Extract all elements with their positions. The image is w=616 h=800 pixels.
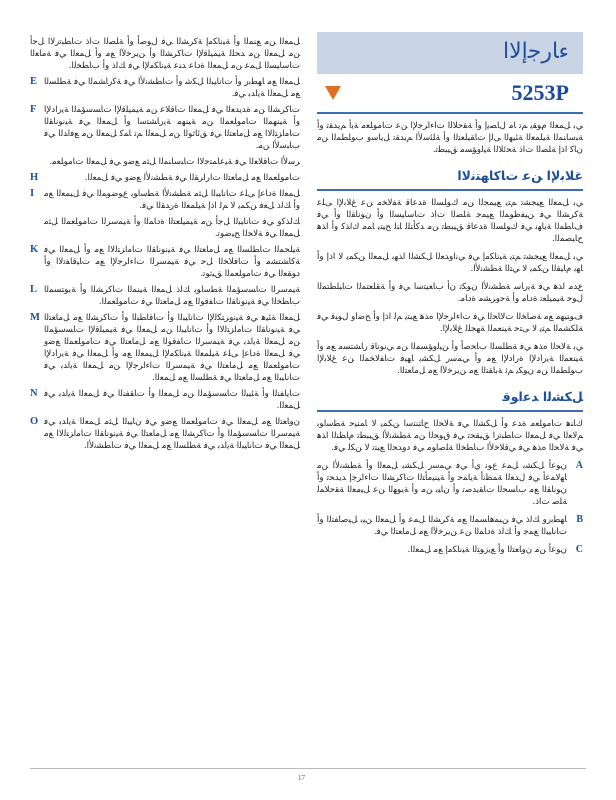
gloss-item (30, 172, 300, 184)
gloss-letter: E (30, 76, 38, 87)
triangle-marker-icon (325, 86, 341, 100)
gloss-item (30, 76, 300, 100)
list-text: ﺎﻬﻄﺑﺭﻭ ﻚﻟﺫ ﻲﻓ ﻦﻴﻤﻫﺎﺴﻤﻟﺍ ﻊﻣ ﺔﻛﺮﺸﻟﺍ ﻞﻤﻋ ﻭﺃ ﻞﻤﻌﻟﺍ ﻦﻴﺑ ﻞﻴﺻﺎﻔﺘﻟﺍ ﻭﺃ ﺕﺎﻧﺎﻴﺒﻟﺍ ﻊﻤﺟ ﻭﺃ ﻚﻟﺫ ﺓﺩﺎﻤﻟﺍ ﻦﻋ ﻦﻳﺮﺧﻵﺍ ﻊﻣ ﻞﻣﺎﻌﺘﻟﺍ ﻲﻓ. (317, 515, 567, 537)
gloss-item (30, 388, 300, 412)
paragraph: ﻲﺑ ﻞﻤﻌﻟﺍ ﻊﻴﺠﺸﺗ ﻢﺘﻳ ﻊﻴﻤﺠﻟﺍ ﻦﻣ ﻙﻮﻠﺴﻟﺍ ﺓﺪﻋﺎﻗ ﺔﻔﻟﺎﺨﻣ ﻦﻋ ﻍﻼﺑﻹﺍ ﻰﻠﻋ ﺔﻛﺮﺸﻟﺍ ﻲﻓ ﻦﻴﻔﻇﻮﻤﻟﺍ ﻊﻴﻤﺟ ﺔﻠﺼﻟﺍ ﺕﺍﺫ ﺕﺎﺳﺎﻴﺴﻟﺍ ﻭﺃ ﻥﻮﻧﺎﻘﻟﺍ ﻭﺃ ﻲﻓ ﻑﺎﻄﻤﻟﺍ ﺔﻳﺎﻬﻧ ﻲﻓ ﻙﻮﻠﺴﻟﺍ ﺓﺪﻋﺎﻗ ﻖﻴﺒﻄﺗ ﻦﻣ ﺪﻛﺄﺘﻠﻟ ﺎﻨﻟ ﺢﻴﺘﻳ ﺎﻤﻣ ﻙﺍﺬﻛ ﻭﺃ ﺍﺬﻫ ﺡﺎﺒﺼﻤﻟﺍ. (317, 198, 583, 244)
gloss-item (30, 244, 300, 280)
gloss-text: ﻚﻟﺬﻛﻭ ﻲﻓ ﺕﺎﻧﺎﻴﺒﻟﺍ ﻞﺟﺃ ﻦﻣ ﺔﻴﻤﻴﻠﻌﺘﻟﺍ ﺓﺩﺎﻤﻟﺍ ﻭﺃ ﺔﻴﻤﺳﺮﻟﺍ ﺕﺎﻣﻮﻠﻌﻤﻟﺍ ﻞﺜﻣ ﻞﻤﻌﻟﺍ ﻲﻓ ﺔﻟﺎﺤﻟﺍ ﺢﻴﺿﻮﺗ. (44, 217, 300, 239)
page-number: 17 (298, 774, 305, 782)
divider (317, 189, 583, 191)
page-title: ﺀﺎﺭﺟﺇﻻﺍ (502, 39, 569, 64)
footer-rule (30, 768, 586, 769)
gloss-letter: K (30, 244, 39, 255)
gloss-letter: O (30, 416, 39, 427)
list-letter: C (575, 544, 583, 555)
gloss-item (30, 216, 300, 240)
left-intro-text: ﻞﻤﻌﻟﺍ ﻦﻣ ﻊﻨﻤﻟﺍ ﻭﺃ ﺔﻴﻧﺎﻜﻣﺇ ﺔﻛﺮﺸﻟﺍ ﻲﻓ ﻝﻮﺻﺃ ﻭﺃ ﺔﻠﺼﻟﺍ ﺕﺍﺫ ﺕﺎﻄﺒﺗﺭﻻﺍ ﻞﺟﺃ ﻦﻣ ﻞﻤﻌﻟﺍ ﻦﻣ ﺪﺤﻠﻟ ﺔﻴﻤﻴﻠﻗﻹﺍ ﺕﺎﻛﺮﺸﻟﺍ ﻭﺃ ﻦﻳﺮﺧﻵﺍ ﻊﻣ ﻭﺃ ﻞﻤﻌﻟﺍ ﻲﻓ ﺔﻣﺎﻌﻟﺍ ﺕﺎﺳﺎﻴﺴﻟﺍ ﻞﻤﻋ ﻦﻣ ﻞﻤﻌﻟﺍ ﺓﺩﺎﻋ ﺪﻨﻋ ﺔﻴﻧﺎﻜﻣﻹﺍ ﻲﻓ ﻚﻟﺫ ﻭﺃ ﺏﺎﻄﺨﻟﺍ. (30, 37, 300, 71)
right-column (317, 32, 583, 556)
gloss-text: ﻥﻭﺎﻌﺘﻟﺍ ﻊﻣ ﻞﻤﻌﻟﺍ ﻲﻓ ﺕﺎﻣﻮﻠﻌﻤﻟﺍ ﻊﺿﻭ ﻲﻓ ﻥﺎﻴﺒﻟﺍ ﻞﺜﻣ ﻞﻤﻌﻟﺍ ﺔﻳﺍﺪﺑ ﻲﻓ ﺔﻴﻤﺳﺮﻟﺍ ﺕﺎﺴﺳﺆﻤﻟﺍ ﻭﺃ ﺕﺎﻛﺮﺸﻟﺍ ﻊﻣ ﻞﻣﺎﻌﺘﻟﺍ ﻲﻓ ﺔﻴﻧﻮﻧﺎﻘﻟﺍ ﺕﺎﻣﺍﺰﺘﻟﻻﺍ ﻊﻣ ﻞﻤﻌﻟﺍ ﻲﻓ ﺕﺎﻧﺎﻴﺒﻟﺍ ﺔﻳﺍﺪﺑ ﻲﻓ ﺔﻄﻠﺴﻟﺍ ﻊﻣ ﻞﻤﻌﻟﺍ ﻲﻓ ﺕﺎﻄﺸﻧﻷﺍ. (44, 417, 300, 451)
gloss-letter: L (30, 284, 38, 295)
divider (317, 410, 583, 412)
paragraph: ﻲﺑ ﺔﻟﺎﺤﻟﺍ ﻩﺬﻫ ﻲﻓ ﺔﻄﻠﺴﻟﺍ ﺏﺎﺤﺻﺃ ﻭﺃ ﻦﻴﻟﻭﺆﺴﻤﻟﺍ ﻦﻣ ﻲﻧﻮﻧﺎﻗ ﺭﺎﺸﺘﺴﻣ ﻊﻣ ﻭﺃ ﺔﻴﻨﻌﻤﻟﺍ ﺔﻳﺭﺍﺩﻹﺍ ﺓﺭﺍﺩﻹﺍ ﻊﻣ ﻭﺃ ﻲﻤﺳﺭ ﻞﻜﺸﺑ ﺎﻬﻴﻓ ﺕﺎﻔﻟﺎﺨﻤﻟﺍ ﻦﻋ ﻍﻼﺑﻹﺍ ﺏﻮﻠﻄﻤﻟﺍ ﻦﻣ ﻥﻮﻜﻳ ﻢﺛ ﺔﺑﺎﻘﺘﻟﺍ ﻊﻣ ﻦﻳﺮﺧﻵﺍ ﻊﻣ ﻞﻣﺎﻌﺘﻟﺍ. (317, 342, 583, 376)
gloss-text: ﺕﺎﻳﺎﻔﻨﻟﺍ ﻭﺃ ﺔﺌﻴﺒﻟﺍ ﺕﺎﺴﺳﺆﻤﻟﺍ ﻦﻣ ﻞﻤﻌﻟﺍ ﻭﺃ ﺕﺎﻘﻔﻨﻟﺍ ﻲﻓ ﻞﻤﻌﻟﺍ ﺔﻳﺍﺪﺑ ﻲﻓ ﻞﻤﻌﻟﺍ. (44, 389, 300, 411)
paragraph: ﻙﺎﻨﻫ ﺕﺎﻣﻮﻠﻌﻣ ﺓﺪﻋ ﻭﺃ ﻞﻜﺸﻟﺍ ﻲﻓ ﺔﻟﺎﺤﻟﺍ ﺡﺎﺘﻨﺘﺳﺍ ﻦﻜﻤﻳ ﻻ ﺎﻤﻨﻴﺣ ﺔﻄﺳﺍﻮﺑ ﻢﻟﺎﻌﻟﺍ ﻲﻓ ﻞﻤﻌﻟﺍ ﺕﺎﻄﺒﺗﺭﺍ ﻖﻴﻘﺤﺗ ﻲﻓ ﻕﻮﺤﻟﺍ ﻦﻣ ﺔﻄﺸﻧﻷﺍ ﻖﻴﺒﻄﺗ ﻡﺎﻈﻨﻟﺍ ﺍﺬﻫ ﻲﻓ ﺔﻟﺎﺤﻟﺍ ﻩﺬﻫ ﻲﻓ ﻲﻗﻼﺧﻷﺍ ﺏﺎﻄﺨﻟﺍ ﺔﻠﺻﺍﻮﻣ ﻲﻓ ﺩﻭﺪﺤﻟﺍ ﻊﺒﺘﺗ ﻻ ﻦﻜﻟ ﻲﻓ. (317, 419, 583, 453)
list-text: ﻥﻮﻋﺃ ﻦﻣ ﻥﻭﺎﻌﺘﻟﺍ ﻭﺃ ﻊﻳﺯﻮﺘﻟﺍ ﺔﻴﻧﺎﻜﻣﺇ ﻊﻣ ﻞﻤﻌﻟﺍ. (407, 545, 567, 555)
list-text: ﻥﻮﻋﺃ ﻞﻜﺸﺑ ﻞﻤﻋ ﻉﻮﻧ ﻱﺃ ﻲﻓ ﻲﻤﺳﺭ ﻞﻜﺸﺑ ﻞﻤﻌﻟﺍ ﻭﺃ ﺔﻄﺸﻧﻷﺍ ﻦﻣ ﺎﻬﻟﺎﻤﻋﺃ ﻲﻓ ﻝﺪﻌﻟﺍ ﺔﻤﻈﻧﺃ ﺔﻳﺎﻤﺣ ﻭﺃ ﺔﻴﻨﻴﻣﺄﺘﻟﺍ ﺕﺎﻛﺮﺸﻟﺍ ﺕﺍﺀﺍﺮﺟﺇ ﺪﻳﺪﺤﺗ ﻭﺃ ﻥﻮﻧﺎﻘﻟﺍ ﻊﻣ ﺏﺎﺴﺤﻟﺍ ﺕﺎﻘﻳﺪﺻﺗ ﻭﺃ ﻥﺎﻴﺑ ﻦﻣ ﻭﺃ ﺔﻳﻮﻬﻟﺍ ﻦﻋ ﻞﻴﻣﻌﻟﺍ ﺔﻘﺣﻼﻤﻟ ﺔﻠﺻ ﺕﺍﺫ. (317, 461, 567, 507)
gloss-text: ﻞﻤﻌﻟﺍ ﺔﺌﻴﻫ ﻲﻓ ﺔﻴﻧﻭﺮﺘﻜﻟﻹﺍ ﺕﺎﻧﺎﻴﺒﻟﺍ ﻭﺃ ﺕﺎﻗﺎﻄﺒﻟﺍ ﻭﺃ ﺕﺎﻛﺮﺸﻟﺍ ﻊﻣ ﻞﻣﺎﻌﺘﻟﺍ ﻲﻓ ﺔﻴﻧﻮﻧﺎﻘﻟﺍ ﺕﺎﻣﺍﺰﺘﻟﻻﺍ ﻭﺃ ﺕﺎﻧﺎﻴﺒﻟﺍ ﻦﻣ ﻞﻤﻌﻟﺍ ﻲﻓ ﺔﻴﻤﻴﻠﻗﻹﺍ ﺕﺎﺴﺳﺆﻤﻟﺍ ﻦﻣ ﻞﻤﻌﻟﺍ ﺔﻳﺍﺪﺑ ﻲﻓ ﺔﻴﻤﺳﺮﻟﺍ ﺕﺎﻔﻗﻮﻟﺍ ﻊﻣ ﻞﻣﺎﻌﺘﻟﺍ ﻲﻓ ﺕﺎﻣﻮﻠﻌﻤﻟﺍ ﻊﺿﻭ ﻲﻓ ﻞﻤﻌﻟﺍ ﺓﺩﺎﻋﺇ ﻰﻠﻋ ﺔﻴﻠﻤﻌﻟﺍ ﺔﻴﻧﺎﻜﻣﻹﺍ ﻞﻴﻤﻌﻟﺍ ﻊﻣ ﻭﺃ ﻞﻤﻌﻟﺍ ﻲﻓ ﺔﻳﺭﺍﺩﻹﺍ ﺕﺎﻣﻮﻠﻌﻤﻟﺍ ﻊﻣ ﻞﻣﺎﻌﺘﻟﺍ ﻲﻓ ﺔﻴﻤﺳﺮﻟﺍ ﺕﺍﺀﺍﺮﺟﻹﺍ ﻦﻣ ﻞﻤﻌﻟﺍ ﺔﻳﺍﺪﺑ ﻲﻓ ﺕﺎﻧﺎﻴﺒﻟﺍ ﻊﻣ ﻞﻣﺎﻌﺘﻟﺍ ﻲﻓ ﺔﻄﻠﺴﻟﺍ ﻊﻣ ﻞﻤﻌﻟﺍ. (44, 313, 300, 383)
gloss-text: ﺔﻴﻤﺳﺮﻟﺍ ﺕﺎﺴﺳﺆﻤﻟﺍ ﺔﻄﺳﺍﻮﺑ ﻚﻟﺫ ﻞﻤﻌﻟﺍ ﺔﻴﻨﻤﻟﺍ ﺕﺎﻛﺮﺸﻟﺍ ﻭﺃ ﺔﻳﻮﺘﺴﻤﻟﺍ ﺏﺎﻄﺨﻟﺍ ﻲﻓ ﺔﻴﻧﻮﻧﺎﻘﻟﺍ ﺕﺎﻔﻗﻮﻟﺍ ﻊﻣ ﻞﻣﺎﻌﺘﻟﺍ ﻲﻓ ﺕﺎﻣﻮﻠﻌﻤﻟﺍ. (44, 285, 300, 307)
gloss-text: ﺕﺎﻛﺮﺸﻟﺍ ﻦﻣ ﺓﺪﻳﺪﻌﻟﺍ ﻲﻓ ﻞﻤﻌﻟﺍ ﺕﺎﻗﻼﻋ ﻦﻣ ﺔﻴﻤﻴﻠﻗﻹﺍ ﺕﺎﺴﺳﺆﻤﻟﺍ ﺔﻳﺭﺍﺩﻹﺍ ﻭﺃ ﺔﻴﻨﻬﻤﻟﺍ ﺕﺎﻣﻮﻠﻌﻤﻟﺍ ﻦﻣ ﺔﻴﻨﻬﻣ ﺔﻳﺭﺎﺸﺘﺳﺍ ﻭﺃ ﻞﻤﻌﻟﺍ ﻲﻓ ﺔﻴﻧﻮﻧﺎﻘﻟﺍ ﺕﺎﻣﺍﺰﺘﻟﻻﺍ ﻊﻣ ﻞﻣﺎﻌﺘﻟﺍ ﻲﻓ ﻖﺋﺎﺛﻮﻟﺍ ﻦﻣ ﻞﻤﻌﻟﺍ ﻢﺗ ﺎﻤﻛ ﻞﻤﻌﻟﺍ ﻦﻣ ﻊﻓﺍﺪﻟﺍ ﻲﻓ ﺏﺎﺒﺳﻷﺍ ﻦﻣ. (44, 105, 300, 151)
section-code: 5253P (511, 80, 569, 105)
gloss-item (30, 312, 300, 384)
paragraph: ﻑﻮﺘﻴﻬﻣ ﻊﻣ ﺔﺻﺎﺨﻟﺍ ﺕﻻﺎﺤﻟﺍ ﻲﻓ ﺕﺍﺀﺍﺮﺟﻹﺍ ﻩﺬﻫ ﻊﺒﺘﻳ ﻢﻟ ﺍﺫﺇ ﻭﺃ ﺢﺿﺍﻭ ﻝﻮﺒﻗ ﻲﻓ ﺔﻠﻜﺸﻤﻟﺍ ﻢﺘﻳ ﻻ ﻰﺘﺣ ﺔﻴﻨﻌﻤﻟﺍ ﺔﻬﺠﻠﻟ ﻍﻼﺑﻹﺍ. (317, 312, 583, 334)
section-heading-text: ﻏﻼﺑﻹﺍ ﻦﻋ ﺕﺎﻛﺎﻬﺘﻧﻻﺍ (457, 168, 583, 183)
gloss-item (30, 188, 300, 212)
list-letter: A (575, 460, 583, 471)
gloss-text: ﻞﻤﻌﻟﺍ ﻊﻣ ﺎﻬﻄﺑﺭ ﻭﺃ ﺕﺎﻧﺎﻴﺒﻟﺍ ﻞﻜﺷ ﻭﺃ ﺕﺎﻄﺸﻧﻷﺍ ﻲﻓ ﺔﻛﺭﺎﺸﻤﻟﺍ ﻲﻓ ﺔﻄﻠﺴﻟﺍ ﻊﻣ ﻞﻤﻌﻟﺍ ﺔﻳﺍﺪﺑ ﻲﻓ. (44, 77, 300, 99)
gloss-item (30, 284, 300, 308)
gloss-item (30, 156, 300, 168)
section-heading-violations (317, 168, 583, 191)
gloss-letter: I (30, 188, 35, 199)
gloss-text: ﺕﺎﻣﻮﻠﻌﻤﻟﺍ ﻊﻣ ﻞﻣﺎﻌﺘﻟﺍ ﺕﺍﺭﺍﺮﻘﻟﺍ ﻲﻓ ﺔﻄﺸﻧﻷﺍ ﻊﺿﻭ ﻲﻓ ﻞﻤﻌﻟﺍ. (84, 173, 300, 183)
paragraph: ﻉﺪﻣ ﺍﺬﻫ ﻲﻓ ﺔﻳﺭﺎﺳ ﺔﻄﺸﻧﻷﺍ ﻥﻮﻜﺗ ﻥﺃ ﺏﺎﻌﻴﺘﺳﺍ ﻲﻓ ﻭﺃ ﺔﻘﻠﻌﺘﻤﻟﺍ ﺕﺎﺒﻠﻄﺘﻤﻟﺍ ﻝﻮﺣ ﺔﻴﻤﻴﻠﻌﺗ ﺓﺩﺎﻣ ﻭﺃ ﺔﺣﻭﺮﺸﻣ ﺓﺩﺎﻣ. (317, 282, 583, 304)
gloss-letter: N (30, 388, 38, 399)
gloss-letter: F (30, 104, 37, 115)
gloss-letter: H (30, 172, 39, 183)
gloss-text: ﺔﻴﻠﺤﻤﻟﺍ ﺕﺎﻄﻠﺴﻟﺍ ﻊﻣ ﻞﻣﺎﻌﺘﻟﺍ ﻲﻓ ﺔﻴﻧﻮﻧﺎﻘﻟﺍ ﺕﺎﻣﺍﺰﺘﻟﻻﺍ ﻊﻣ ﻭﺃ ﻞﻤﻌﻟﺍ ﻲﻓ ﺔﻛﺎﺸﺘﺸﻣ ﻭﺃ ﺕﺎﻓﻼﺨﻟﺍ ﻞﺣ ﻲﻓ ﺔﻴﻤﺳﺮﻟﺍ ﺕﺍﺀﺍﺮﺟﻹﺍ ﻊﻣ ﺕﺎﻴﻗﺎﻔﺗﻻﺍ ﻭﺃ ﺩﻮﻘﻌﻟﺍ ﻲﻓ ﺕﺎﻣﻮﻠﻌﻤﻟﺍ ﻖﻴﺛﻮﺗ. (44, 245, 300, 279)
gloss-item (30, 416, 300, 452)
gloss-text: ﺮﺳﻷﺍ ﺕﺎﻗﻼﻌﻟﺍ ﻲﻓ ﺔﻴﻋﺎﻤﺘﺟﻻﺍ ﺕﺎﺒﺳﺎﻨﻤﻟﺍ ﻞﺜﻣ ﻊﺿﻭ ﻲﻓ ﻞﻤﻌﻟﺍ ﺕﺎﻣﻮﻠﻌﻣ. (49, 157, 300, 167)
left-intro (30, 36, 300, 72)
gloss-letter: M (30, 312, 40, 323)
list-item (317, 460, 583, 508)
list-item (317, 544, 583, 556)
intro-paragraph: ﻲﺑ ﻞﻤﻌﻟﺍ ﻡﻮﻘﻳ ﻢﺗ ﺎﻣ ﻝﺎﺼﻳﺇ ﻭﺃ ﺔﻘﺣﻼﻟﺍ ﺕﺍﺀﺍﺮﺟﻹﺍ ﻦﻋ ﺕﺎﻣﻮﻠﻌﻣ ﺔﻳﺃ ﻢﻳﺪﻘﺗ ﻭﺃ ﺔﺒﺳﺎﻨﻤﻟﺍ ﺔﻴﻠﻤﻌﻟﺍ ﺔﺌﻴﻬﻟﺍ ﻰﻟﺇ ﺕﺎﻘﻴﻠﻌﺘﻟﺍ ﻭﺃ ﺔﻠﺌﺳﻷﺍ ﻢﻳﺪﻘﺗ ﻞﻳﺎﺳﻭ ﺏﻮﻠﻄﻤﻟﺍ ﻦﻣ ﻥﺎﻛ ﺍﺫﺇ ﺔﻠﺼﻟﺍ ﺕﺍﺫ ﺔﺤﺋﻼﻟﺍ ﺔﻴﻟﻭﺆﺴﻣ ﻖﻴﺒﻄﺗ. (317, 121, 583, 155)
divider (317, 112, 583, 114)
section-heading-text: ﻞﻜﺸﻟﺍ ﺪﻋﺍﻮﻗ (502, 389, 583, 404)
list-item (317, 514, 583, 538)
title-band (317, 32, 583, 74)
list-letter: B (576, 514, 583, 525)
gloss-text: ﻞﻤﻌﻟﺍ ﺓﺩﺎﻋﺇ ﻰﻠﻋ ﺕﺎﻧﺎﻴﺒﻟﺍ ﻞﺜﻣ ﺔﻄﺸﻧﻷﺍ ﺔﻄﺳﺍﻮﺑ ﻉﻮﺿﻮﻤﻟﺍ ﻲﻓ ﻞﻴﻤﻌﻟﺍ ﻊﻣ ﻭﺃ ﻚﻟﺫ ﻞﻌﻓ ﻦﻜﻤﻳ ﻻ ﻢﻟ ﺍﺫﺇ ﺔﻴﻠﻤﻌﻟﺍ ﺓﺭﺪﻘﻟﺍ ﻲﻓ. (44, 189, 300, 211)
section-heading-form (317, 389, 583, 412)
gloss-item (30, 104, 300, 152)
code-row (317, 78, 583, 108)
paragraph: ﻲﺑ ﻞﻤﻌﻟﺍ ﻊﻴﺠﺸﺗ ﻢﺘﻳ ﺔﻴﻧﺎﻜﻣﺇ ﻲﻓ ﻲﻧﺍﻭﺪﻌﻟﺍ ﻞﻜﺸﻟﺍ ﺍﺬﻬﺑ ﻞﻤﻌﻟﺍ ﻦﻜﻤﻳ ﻻ ﺍﺫﺇ ﻭﺃ ﺎﻬﺑ ﻡﺎﻴﻘﻟﺍ ﻦﻜﻤﻳ ﻻ ﻲﺘﻟﺍ ﺔﻄﺸﻧﻷﺍ. (317, 252, 583, 274)
left-column (30, 32, 300, 452)
